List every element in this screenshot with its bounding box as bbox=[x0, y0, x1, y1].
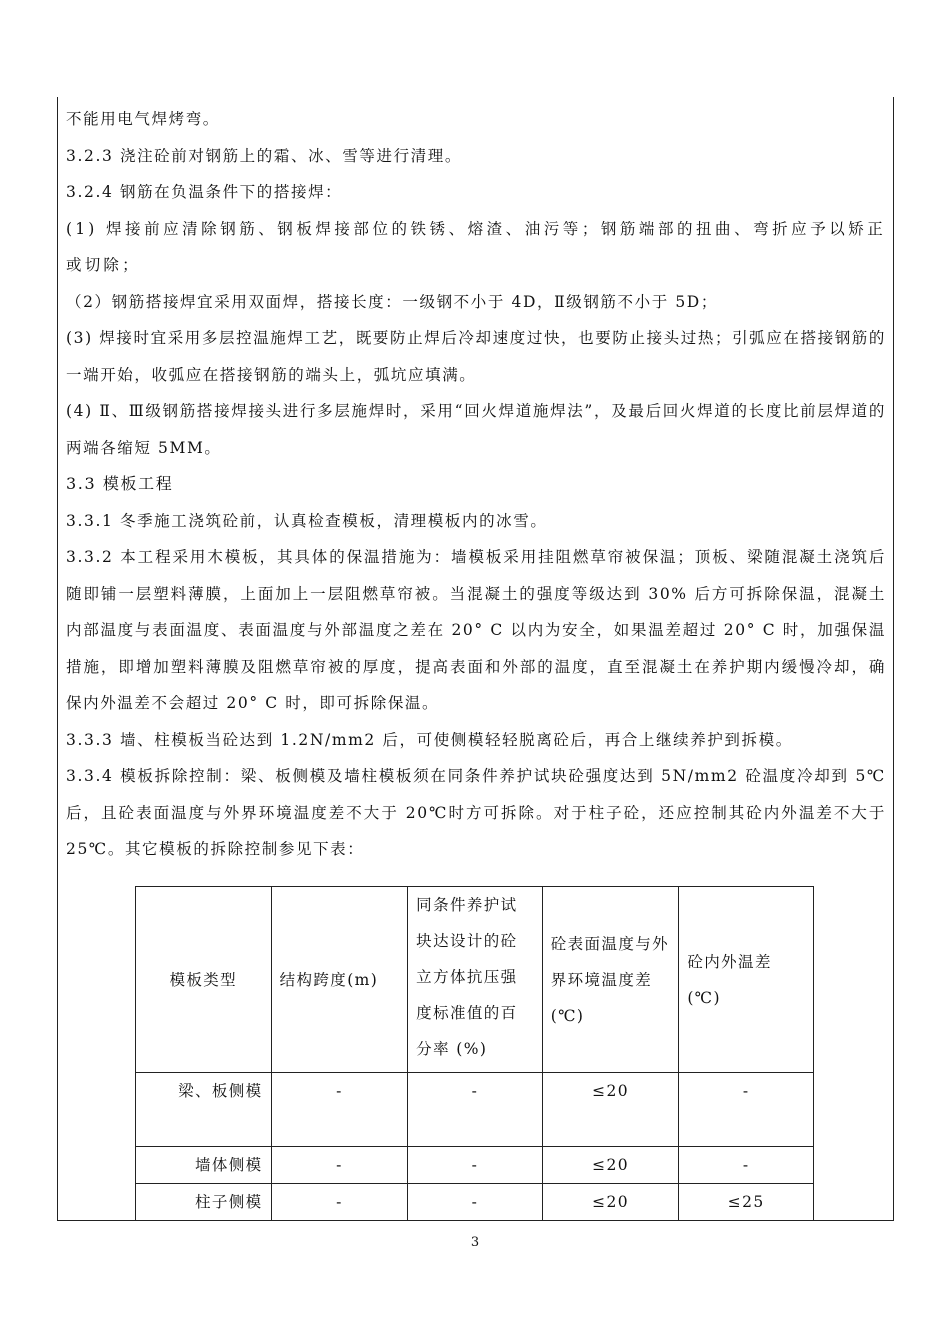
page-number: 3 bbox=[470, 1235, 480, 1250]
table-cell: ≤20 bbox=[542, 1184, 679, 1221]
paragraph: 不能用电气焊烤弯。 bbox=[66, 110, 220, 128]
table-cell: - bbox=[408, 1184, 543, 1221]
header-cell: 砼表面温度与外界环境温度差(℃) bbox=[542, 887, 679, 1073]
table-cell: - bbox=[271, 1184, 408, 1221]
table-cell: ≤20 bbox=[542, 1073, 679, 1147]
table-cell: - bbox=[408, 1073, 543, 1147]
table-cell: 柱子侧模 bbox=[136, 1184, 272, 1221]
paragraph: 3.2.4 钢筋在负温条件下的搭接焊： bbox=[66, 183, 343, 201]
table-cell: 墙体侧模 bbox=[136, 1147, 272, 1184]
header-cell: 同条件养护试块达设计的砼立方体抗压强度标准值的百分率 (%) bbox=[408, 887, 543, 1073]
section-heading: 3.3 模板工程 bbox=[66, 474, 174, 493]
table-cell: - bbox=[679, 1147, 814, 1184]
table-row bbox=[136, 1073, 814, 1147]
paragraph: 3.3.4 模板拆除控制：梁、板侧模及墙柱模板须在同条件养护试块砼强度达到 5N/mm2 砼温度冷却到 5℃后，且砼表面温度与外界环境温度差不大于 20℃时方可拆除。对于柱子砼，还应控制其砼内外温差不大于 25℃。其它模板的拆除控制参见下表： bbox=[66, 767, 886, 858]
document-body bbox=[66, 101, 886, 868]
table-cell: - bbox=[408, 1147, 543, 1184]
paragraph: （2）钢筋搭接焊宜采用双面焊，搭接长度：一级钢不小于 4D，Ⅱ级钢筋不小于 5D； bbox=[66, 292, 718, 311]
paragraph: 3.2.3 浇注砼前对钢筋上的霜、冰、雪等进行清理。 bbox=[66, 146, 462, 165]
paragraph: 3.3.1 冬季施工浇筑砼前，认真检查模板，清理模板内的冰雪。 bbox=[66, 511, 548, 530]
table-row bbox=[136, 1147, 814, 1184]
paragraph: (3) 焊接时宜采用多层控温施焊工艺，既要防止焊后冷却速度过快，也要防止接头过热；引弧应在搭接钢筋的一端开始，收弧应在搭接钢筋的端头上，弧坑应填满。 bbox=[66, 329, 886, 384]
paragraph: 3.3.2 本工程采用木模板，其具体的保温措施为：墙模板采用挂阻燃草帘被保温；顶板、梁随混凝土浇筑后随即铺一层塑料薄膜，上面加上一层阻燃草帘被。当混凝土的强度等级达到 30% 后方可拆除保温，混凝土内部温度与表面温度、表面温度与外部温度之差在 20° C 以内为安全，如果温差超过 20° C 时，加强保温措施，即增加塑料薄膜及阻燃草帘被的厚度，提高表面和外部的温度，直至混凝土在养护期内缓慢冷却，确保内外温差不会超过 20° C 时，即可拆除保温。 bbox=[66, 548, 886, 712]
table-row bbox=[136, 1184, 814, 1221]
table-cell: - bbox=[679, 1073, 814, 1147]
table-cell: - bbox=[271, 1073, 408, 1147]
table-cell: ≤20 bbox=[542, 1147, 679, 1184]
paragraph: (1) 焊接前应清除钢筋、钢板焊接部位的铁锈、熔渣、油污等；钢筋端部的扭曲、弯折应予以矫正或切除； bbox=[66, 219, 886, 274]
paragraph: (4) Ⅱ、Ⅲ级钢筋搭接焊接头进行多层施焊时，采用“回火焊道施焊法”，及最后回火焊道的长度比前层焊道的两端各缩短 5MM。 bbox=[66, 402, 886, 457]
table-cell: - bbox=[271, 1147, 408, 1184]
table-cell: 梁、板侧模 bbox=[136, 1073, 272, 1147]
paragraph: 3.3.3 墙、柱模板当砼达到 1.2N/mm2 后，可使侧模轻轻脱离砼后，再合上继续养护到拆模。 bbox=[66, 730, 793, 749]
table-cell: ≤25 bbox=[679, 1184, 814, 1221]
formwork-removal-table bbox=[135, 886, 814, 1221]
header-cell: 砼内外温差(℃) bbox=[679, 887, 814, 1073]
table-header-row bbox=[136, 887, 814, 1073]
header-cell: 结构跨度(m) bbox=[271, 887, 408, 1073]
header-cell: 模板类型 bbox=[136, 887, 272, 1073]
